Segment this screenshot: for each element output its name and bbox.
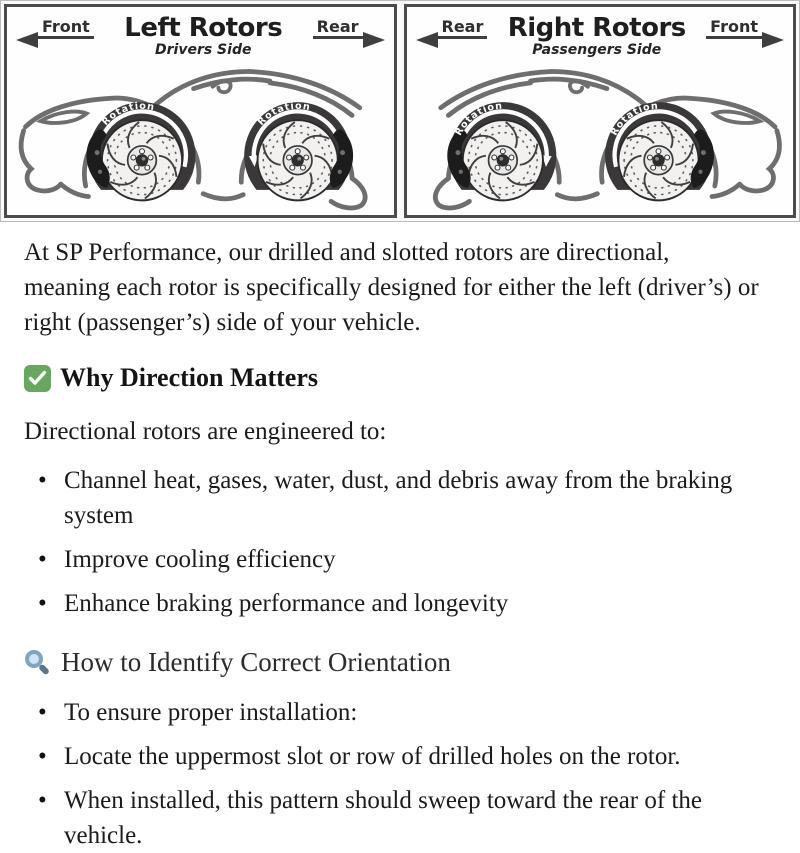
rotation-label-rear: Rotation [452, 100, 503, 138]
front-direction-arrow [706, 18, 784, 39]
heading-text: Why Direction Matters [60, 363, 319, 392]
section-heading-identify-orientation [24, 647, 776, 678]
rear-label: Rear [313, 18, 363, 39]
article-body [0, 222, 800, 853]
rear-direction-arrow [313, 18, 385, 39]
rear-label: Rear [438, 18, 488, 39]
rotation-label-front: Rotation [100, 100, 156, 129]
panel-subtitle: Passengers Side [532, 42, 662, 59]
rotation-label-front: Rotation [608, 100, 659, 138]
front-label: Front [38, 18, 94, 39]
lead-sentence: Directional rotors are engineered to: [24, 418, 387, 445]
car-right-side-illustration [407, 60, 794, 215]
magnifying-glass-icon [24, 649, 51, 676]
list-item: • Enhance braking performance and longevity [24, 586, 754, 621]
arrow-right-icon [363, 32, 385, 48]
list-item: • Channel heat, gases, water, dust, and debris away from the braking system [24, 463, 754, 533]
benefits-list [24, 463, 776, 621]
heading-text: How to Identify Correct Orientation [61, 647, 451, 677]
list-item: • To ensure proper installation: [24, 695, 754, 730]
left-rotors-panel [4, 4, 397, 218]
front-label: Front [706, 18, 762, 39]
panel-subtitle: Drivers Side [155, 42, 252, 59]
list-item: • When installed, this pattern should sweep toward the rear of the vehicle. [24, 783, 754, 853]
rotation-label-rear: Rotation [255, 100, 312, 129]
arrow-left-icon [416, 32, 438, 48]
section-heading-why-direction-matters [24, 363, 776, 393]
rotor-direction-diagram [0, 0, 800, 222]
list-item: • Locate the uppermost slot or row of drilled holes on the rotor. [24, 739, 754, 774]
right-rotors-panel [404, 4, 797, 218]
arrow-left-icon [16, 32, 38, 48]
orientation-list [24, 695, 776, 853]
panel-title: Right Rotors [507, 13, 686, 43]
panel-title: Left Rotors [124, 13, 283, 43]
front-direction-arrow [16, 18, 94, 39]
list-item: • Improve cooling efficiency [24, 542, 754, 577]
rear-direction-arrow [416, 18, 488, 39]
car-left-side-illustration [7, 60, 394, 215]
intro-paragraph: At SP Performance, our drilled and slotted rotors are directional, meaning each rotor is specifically designed for either the left (driver’s) or right (passenger’s) side of your vehicle. [24, 239, 759, 336]
arrow-right-icon [762, 32, 784, 48]
check-mark-icon [24, 365, 51, 392]
